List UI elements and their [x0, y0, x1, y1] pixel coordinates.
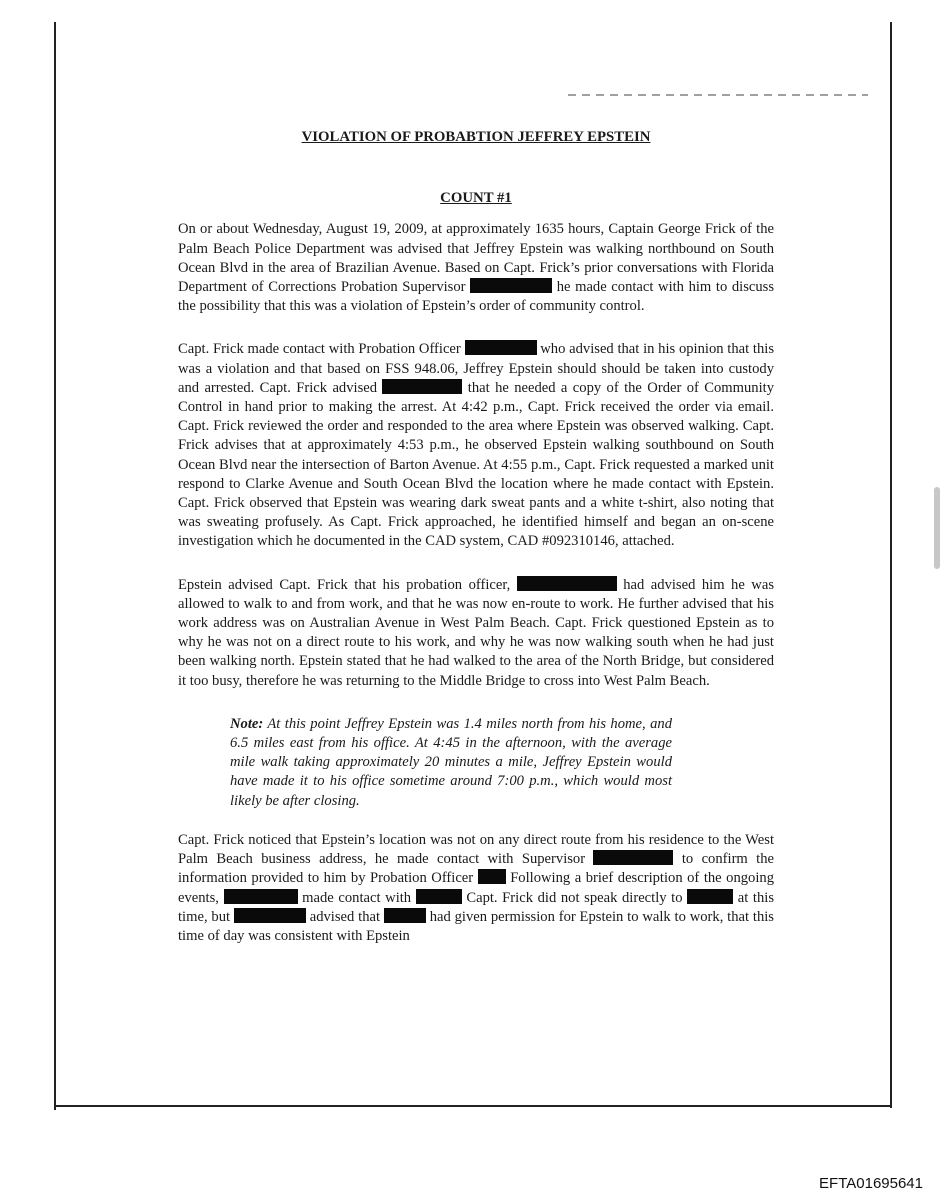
redaction-box — [224, 889, 298, 904]
count-heading: COUNT #1 — [440, 190, 512, 207]
paragraph-4: Capt. Frick noticed that Epstein’s location was not on any direct route from his residence to the West Palm Beach business address, he made contact with Supervisor to confirm the information provided to him by Probation Officer Following a brief description of the ongoing events, made contact with Capt. Frick did not speak directly to at this time, but advised that had given permission for Epstein to walk to work, that this time of day was consistent with Epstein — [178, 831, 775, 944]
redaction-box — [234, 908, 306, 923]
redaction-box — [593, 850, 673, 865]
note-block — [230, 715, 672, 811]
scrollbar-thumb[interactable] — [934, 487, 940, 569]
note-text: At this point Jeffrey Epstein was 1.4 miles north from his home, and 6.5 miles east from his office. At 4:45 in the afternoon, with the average mile walk taking approximately 20 minutes a mile, Jeffrey Epstein would have made it to his office sometime around 7:00 p.m., which would most likely be after closing. — [230, 715, 672, 809]
redaction-box — [384, 908, 426, 923]
redaction-box — [517, 576, 617, 591]
scan-artifact — [568, 94, 868, 96]
paragraph-3: Epstein advised Capt. Frick that his probation officer, had advised him he was allowed to walk to and from work, and that he was now en-route to work. He further advised that his work address was on Australian Avenue in West Palm Beach. Capt. Frick questioned Epstein as to why he was not on a direct route to his work, and why he was now walking south when he had just been walking north. Epstein stated that he had walked to the area of the North Bridge, but considered it too busy, therefore he was returning to the Middle Bridge to cross into West Palm Beach. — [178, 576, 774, 689]
redaction-box — [478, 869, 506, 884]
paragraph-2: Capt. Frick made contact with Probation Officer who advised that in his opinion that this was a violation and that based on FSS 948.06, Jeffrey Epstein should should be taken into custody and arrested. Capt. Frick advised that he needed a copy of the Order of Community Control in hand prior to making the arrest. At 4:42 p.m., Capt. Frick received the order via email. Capt. Frick reviewed the order and responded to the area where Epstein was observed walking. Capt. Frick advises that at approximately 4:53 p.m., he observed Epstein walking southbound on South Ocean Blvd near the intersection of Barton Avenue. At 4:55 p.m., Capt. Frick requested a marked unit respond to Clarke Avenue and South Ocean Blvd the location where he made contact with Epstein. Capt. Frick observed that Epstein was wearing dark sweat pants and a white t-shirt, also noting that was sweating profusely. As Capt. Frick approached, he identified himself and began an on-scene investigation which he documented in the CAD system, CAD #092310146, attached. — [178, 341, 774, 550]
note-label: Note: — [230, 715, 264, 732]
page-border-bottom — [56, 1105, 892, 1107]
redaction-box — [470, 278, 552, 293]
page-border-right — [890, 22, 892, 1108]
redaction-box — [687, 889, 733, 904]
document-title: VIOLATION OF PROBABTION JEFFREY EPSTEIN — [301, 129, 651, 145]
document-page — [178, 120, 774, 970]
redaction-box — [465, 340, 537, 355]
paragraph-1: On or about Wednesday, August 19, 2009, at approximately 1635 hours, Captain George Frick of the Palm Beach Police Department was advised that Jeffrey Epstein was walking northbound on South Ocean Blvd in the area of Brazilian Avenue. Based on Capt. Frick’s prior conversations with Florida Department of Corrections Probation Supervisor he made contact with him to discuss the possibility that this was a violation of Epstein’s order of community control. — [178, 221, 775, 315]
page-border-left — [54, 22, 56, 1110]
document-id-label: EFTA01695641 — [819, 1175, 923, 1192]
redaction-box — [382, 379, 462, 394]
redaction-box — [416, 889, 462, 904]
